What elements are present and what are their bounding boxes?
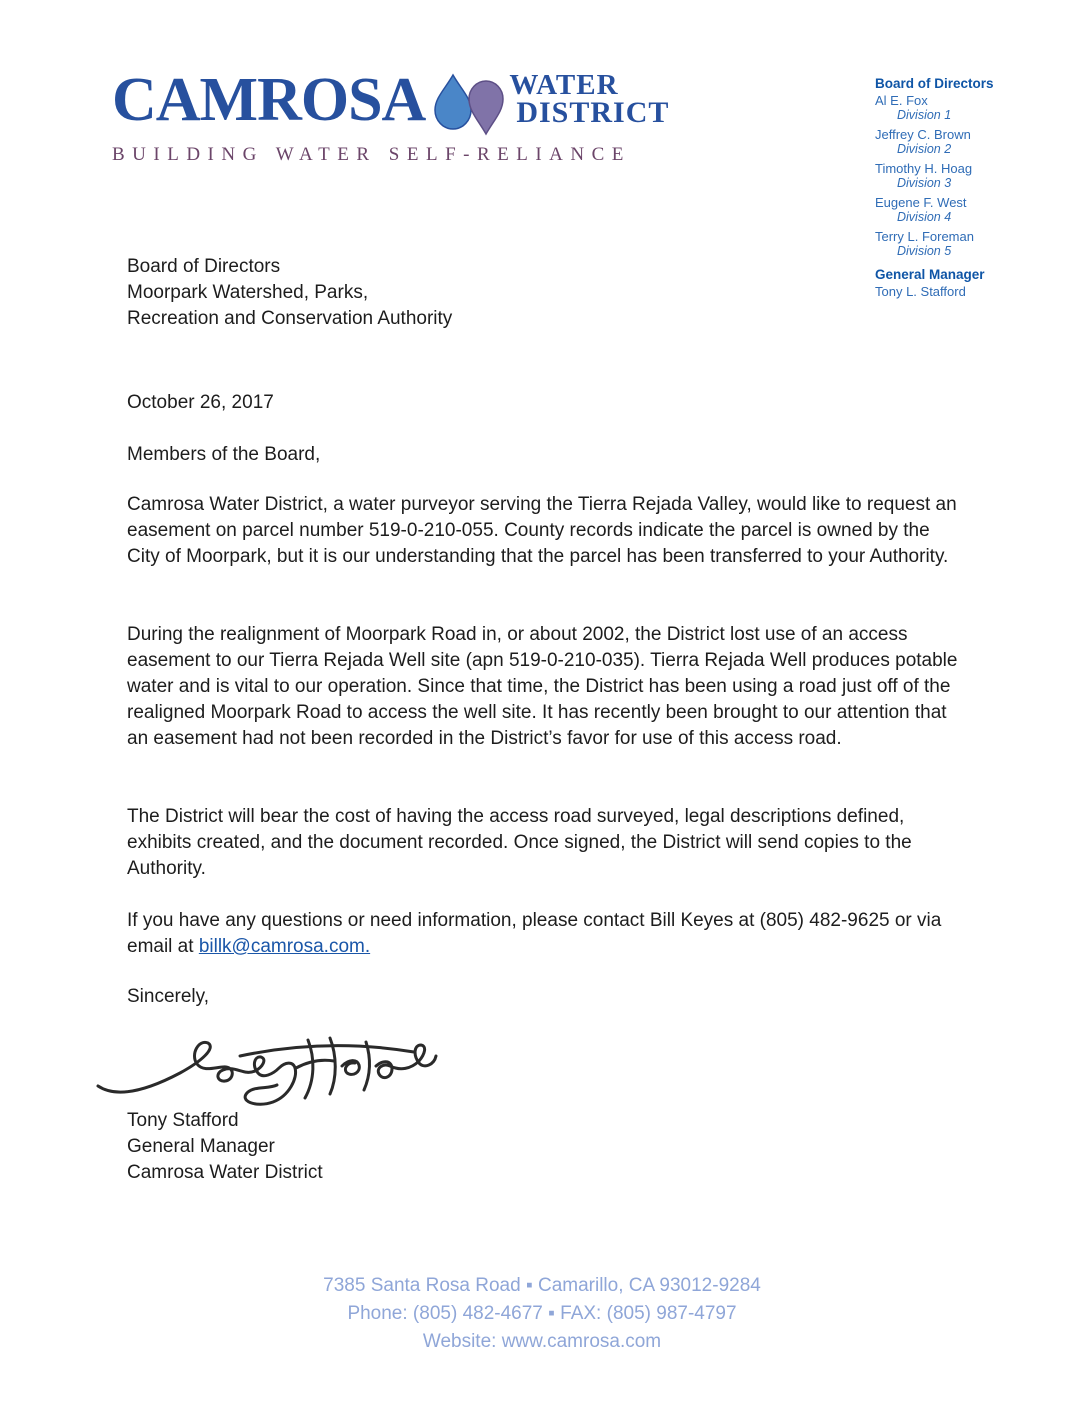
signer-name: Tony Stafford [127, 1110, 239, 1131]
director-division: Division 1 [897, 108, 952, 122]
brand-word-water: WATER [509, 69, 619, 101]
director-division: Division 2 [897, 142, 952, 156]
water-drops-icon [431, 72, 505, 136]
director-name: Terry L. Foreman [875, 229, 974, 244]
signer-org: Camrosa Water District [127, 1162, 323, 1183]
letter-date: October 26, 2017 [127, 392, 274, 413]
email-link[interactable]: billk@camrosa.com. [198, 936, 371, 957]
list-item [875, 93, 1065, 123]
footer-phone-fax: Phone: (805) 482-4677 ▪ FAX: (805) 987-4797 [347, 1303, 737, 1324]
director-division: Division 3 [897, 176, 952, 190]
recipient-line: Board of Directors [127, 256, 281, 277]
brand-words [509, 69, 670, 129]
director-name: Jeffrey C. Brown [875, 127, 971, 142]
closing-salutation: Sincerely, [127, 986, 210, 1007]
signer-block [127, 1108, 959, 1186]
body-paragraph-2: During the realignment of Moorpark Road in, or about 2002, the District lost use of an access easement to our Tierra Rejada Well site (apn 519-0-210-035). Tierra Rejada Well produces potable water and is vital to our operation. Since that time, the District has been using a road just off of the realigned Moorpark Road to access the well site. It has recently been brought to our attention that an easement had not been recorded in the District’s favor for use of this access road. [127, 624, 958, 749]
list-item [875, 161, 1065, 191]
director-division: Division 4 [897, 210, 952, 224]
contact-text: If you have any questions or need information, please contact Bill Keyes at (805) 482-9625 or via email at [127, 910, 942, 957]
footer-address: 7385 Santa Rosa Road ▪ Camarillo, CA 93012-9284 [323, 1275, 761, 1296]
recipient-line: Recreation and Conservation Authority [127, 308, 453, 329]
director-name: Eugene F. West [875, 195, 967, 210]
brand-word-district: DISTRICT [516, 96, 670, 129]
director-division: Division 5 [897, 244, 952, 258]
recipient-line: Moorpark Watershed, Parks, [127, 282, 369, 303]
letter-footer [0, 1272, 1084, 1356]
signer-title: General Manager [127, 1136, 275, 1157]
general-manager-heading: General Manager [875, 267, 985, 282]
general-manager-name: Tony L. Stafford [875, 284, 966, 299]
board-heading: Board of Directors [875, 76, 994, 91]
director-name: Timothy H. Hoag [875, 161, 973, 176]
brand-tagline: BUILDING WATER SELF-RELIANCE [112, 144, 631, 165]
camrosa-logo [112, 66, 670, 166]
recipient-address [127, 254, 959, 332]
body-paragraph-4 [127, 908, 959, 960]
director-name: Al E. Fox [875, 93, 928, 108]
list-item [875, 127, 1065, 157]
salutation: Members of the Board, [127, 444, 321, 465]
handwritten-signature [92, 1016, 442, 1114]
body-paragraph-3: The District will bear the cost of having the access road surveyed, legal descriptions defined, exhibits created, and the document recorded. Once signed, the District will send copies to the Authority. [127, 806, 912, 879]
brand-wordmark: CAMROSA [112, 66, 426, 134]
body-paragraph-1: Camrosa Water District, a water purveyor serving the Tierra Rejada Valley, would like to request an easement on parcel number 519-0-210-055. County records indicate the parcel is owned by the City of Moorpark, but it is our understanding that the parcel has been transferred to your Authority. [127, 494, 957, 567]
list-item [875, 195, 1065, 225]
footer-website: Website: www.camrosa.com [422, 1331, 662, 1352]
